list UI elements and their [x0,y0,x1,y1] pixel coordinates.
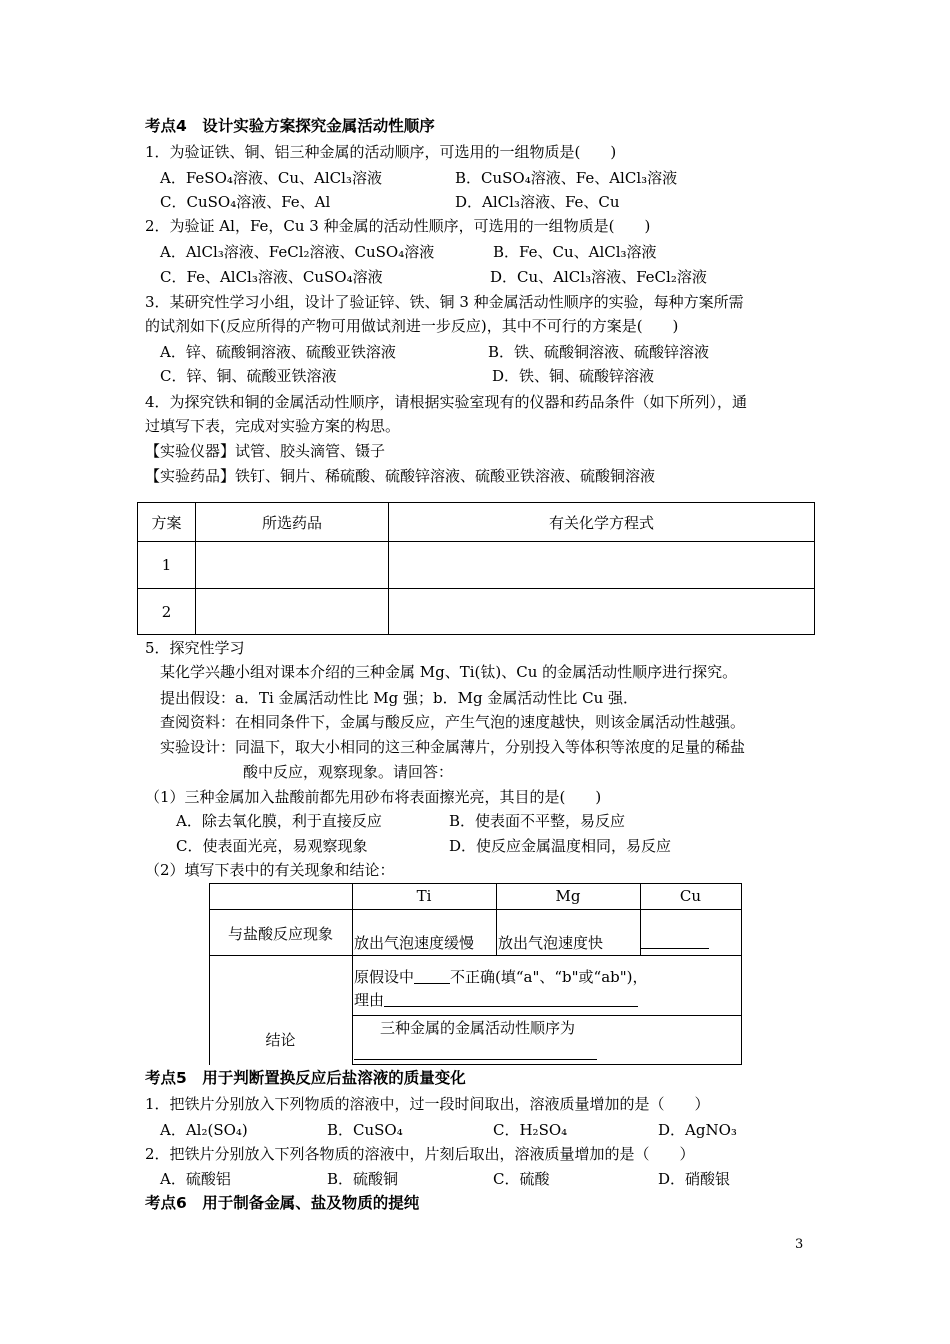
order-answer-blank[interactable] [354,1043,597,1063]
results-ti-observation: 放出气泡速度缓慢 [354,934,475,952]
plan-table-row-2-reagents-cell[interactable] [196,589,389,635]
results-header-cu: Cu [679,887,702,905]
q4-stem-line1: 4．为探究铁和铜的金属活动性顺序，请根据实验室现有的仪器和药品条件（如下所列），通 [145,393,748,411]
results-mg-observation: 放出气泡速度快 [498,934,604,952]
q5-intro: 某化学兴趣小组对课本介绍的三种金属 Mg、Ti(钛)、Cu 的金属活动性顺序进行探究。 [160,663,738,681]
hypothesis-answer-blank[interactable] [414,969,450,984]
q5-design-line2: 酸中反应，观察现象。请回答： [243,763,454,781]
q5-part1-option-d: D．使反应金属温度相同，易反应 [449,837,672,855]
q2-option-b: B．Fe、Cu、AlCl₃溶液 [493,243,657,261]
results-header-mg: Mg [555,887,581,905]
plan-table [137,502,815,635]
results-conclusion-line1: 原假设中 不正确(填“a"、“b"或“ab")， [354,968,648,986]
kd5-q2-stem: 2．把铁片分别放入下列各物质的溶液中，片刻后取出，溶液质量增加的是（ ） [145,1145,695,1163]
q3-stem-line2: 的试剂如下(反应所得的产物可用做试剂进一步反应)，其中不可行的方案是( ) [145,317,679,335]
q3-stem-line1: 3．某研究性学习小组，设计了验证锌、铁、铜 3 种金属活动性顺序的实验，每种方案所需 [145,293,744,311]
q5-part1-option-b: B．使表面不平整，易反应 [449,812,626,830]
q3-option-b: B．铁、硫酸铜溶液、硫酸锌溶液 [488,343,710,361]
results-cu-observation-blank[interactable] [641,932,709,952]
kd5-q2-option-c: C．硫酸 [493,1170,550,1188]
plan-table-row-1-label: 1 [138,542,196,589]
q5-info: 查阅资料：在相同条件下，金属与酸反应，产生气泡的速度越快，则该金属活动性越强。 [160,713,746,731]
q3-option-c: C．锌、铜、硫酸亚铁溶液 [160,367,337,385]
q4-reagents: 【实验药品】铁钉、铜片、稀硫酸、硫酸锌溶液、硫酸亚铁溶液、硫酸铜溶液 [145,467,656,485]
section-title-kd4: 考点4 设计实验方案探究金属活动性顺序 [145,117,435,135]
q5-part1-option-c: C．使表面光亮，易观察现象 [176,837,368,855]
results-conclusion-line2: 理由 [354,990,638,1010]
page-number: 3 [795,1237,804,1252]
q5-stem: 5．探究性学习 [145,639,245,657]
q5-part2-stem: （2）填写下表中的有关现象和结论： [145,861,395,879]
kd5-q2-option-a: A．硫酸铝 [160,1170,231,1188]
plan-table-row-2-equation-cell[interactable] [389,589,815,635]
q5-part1-stem: （1）三种金属加入盐酸前都先用砂布将表面擦光亮，其目的是( ) [145,788,602,806]
q5-part1-option-a: A．除去氧化膜，利于直接反应 [176,812,382,830]
q5-design-line1: 实验设计：同温下，取大小相同的这三种金属薄片，分别投入等体积等浓度的足量的稀盐 [160,738,746,756]
q2-stem: 2．为验证 Al，Fe，Cu 3 种金属的活动性顺序，可选用的一组物质是( ) [145,217,651,235]
q5-hypothesis: 提出假设：a．Ti 金属活动性比 Mg 强；b．Mg 金属活动性比 Cu 强． [160,689,639,707]
kd5-q1-option-d: D．AgNO₃ [658,1121,737,1139]
plan-table-header-reagents: 所选药品 [196,503,389,542]
plan-table-header-plan: 方案 [138,503,196,542]
q1-option-b: B．CuSO₄溶液、Fe、AlCl₃溶液 [455,169,678,187]
q3-option-a: A．锌、硫酸铜溶液、硫酸亚铁溶液 [160,343,396,361]
results-header-ti: Ti [416,887,432,905]
kd5-q1-stem: 1．把铁片分别放入下列物质的溶液中，过一段时间取出，溶液质量增加的是（ ） [145,1095,710,1113]
q1-option-d: D．AlCl₃溶液、Fe、Cu [455,193,620,211]
q4-instruments: 【实验仪器】试管、胶头滴管、镊子 [145,442,386,460]
plan-table-row-2-label: 2 [138,589,196,635]
q4-stem-line2: 过填写下表，完成对实验方案的构思。 [145,417,401,435]
kd5-q2-option-b: B．硫酸铜 [327,1170,399,1188]
results-row-conclusion-label: 结论 [265,1031,296,1049]
plan-table-row-1-reagents-cell[interactable] [196,542,389,589]
q1-option-c: C．CuSO₄溶液、Fe、Al [160,193,331,211]
q1-stem: 1．为验证铁、铜、铝三种金属的活动顺序，可选用的一组物质是( ) [145,143,617,161]
q3-option-d: D．铁、铜、硫酸锌溶液 [492,367,655,385]
q2-option-a: A．AlCl₃溶液、FeCl₂溶液、CuSO₄溶液 [160,243,435,261]
kd5-q1-option-a: A．Al₂(SO₄) [160,1121,248,1139]
results-row-observation-label: 与盐酸反应现象 [227,925,333,943]
section-title-kd6: 考点6 用于制备金属、盐及物质的提纯 [145,1194,420,1212]
q2-option-c: C．Fe、AlCl₃溶液、CuSO₄溶液 [160,268,383,286]
q1-option-a: A．FeSO₄溶液、Cu、AlCl₃溶液 [160,169,382,187]
plan-table-header-equation: 有关化学方程式 [389,503,815,542]
kd5-q2-option-d: D．硝酸银 [658,1170,731,1188]
section-title-kd5: 考点5 用于判断置换反应后盐溶液的质量变化 [145,1069,466,1087]
reason-answer-blank[interactable] [384,992,638,1007]
results-conclusion-order: 三种金属的金属活动性顺序为 [380,1019,576,1037]
q2-option-d: D．Cu、AlCl₃溶液、FeCl₂溶液 [490,268,707,286]
kd5-q1-option-b: B．CuSO₄ [327,1121,403,1139]
kd5-q1-option-c: C．H₂SO₄ [493,1121,568,1139]
plan-table-row-1-equation-cell[interactable] [389,542,815,589]
